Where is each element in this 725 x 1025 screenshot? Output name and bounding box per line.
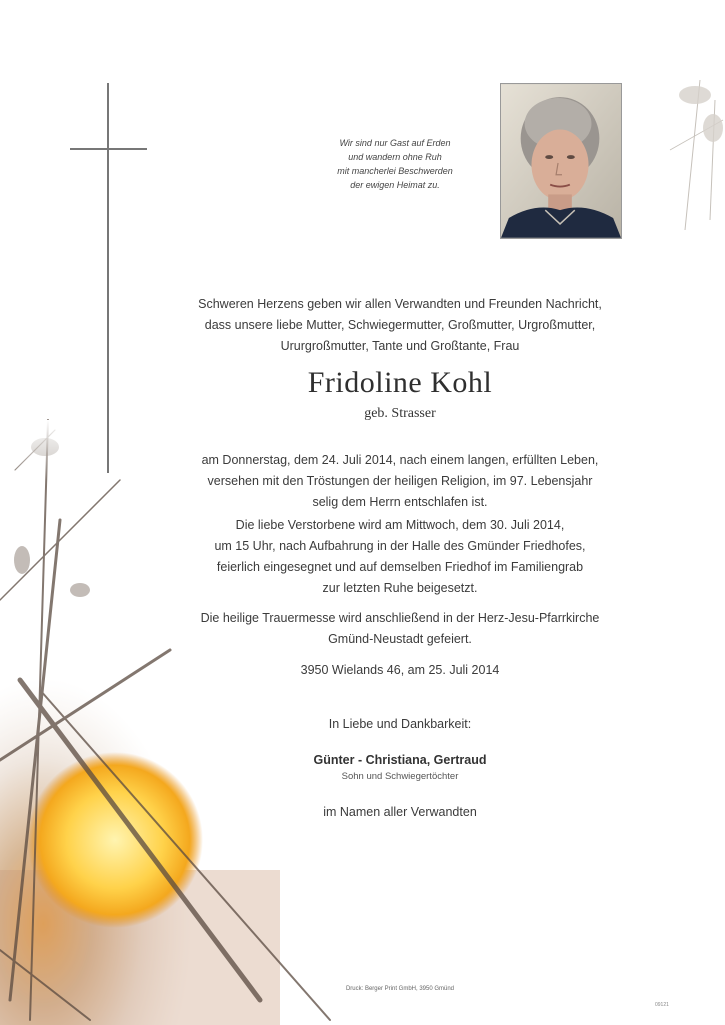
printer-credit: Druck: Berger Print GmbH, 3950 Gmünd xyxy=(345,986,455,992)
family-line-text: im Namen aller Verwandten xyxy=(323,805,477,819)
funeral-line: Die liebe Verstorbene wird am Mittwoch, dem 30. Juli 2014, xyxy=(235,518,565,532)
funeral-line: feierlich eingesegnet und auf demselben Friedhof im Familiengrab xyxy=(216,560,584,574)
poem-line: mit mancherlei Beschwerden xyxy=(337,166,453,176)
poem-line: und wandern ohne Ruh xyxy=(348,152,442,162)
poem-line: Wir sind nur Gast auf Erden xyxy=(339,138,451,148)
cross-icon-vertical xyxy=(107,83,109,473)
intro-line: Ururgroßmutter, Tante und Großtante, Frau xyxy=(280,339,520,353)
death-line: selig dem Herrn entschlafen ist. xyxy=(312,495,488,509)
family-line xyxy=(150,802,650,823)
closing-text xyxy=(150,714,650,735)
place-date-line: 3950 Wielands 46, am 25. Juli 2014 xyxy=(300,663,500,677)
memorial-poem xyxy=(300,136,490,192)
mass-line: Die heilige Trauermesse wird anschließend in der Herz-Jesu-Pfarrkirche xyxy=(200,611,600,625)
intro-text xyxy=(150,294,650,357)
place-date xyxy=(150,660,650,681)
portrait-image xyxy=(501,84,621,238)
mass-line: Gmünd-Neustadt gefeiert. xyxy=(328,632,472,646)
intro-line: Schweren Herzens geben wir allen Verwandten und Freunden Nachricht, xyxy=(198,297,602,311)
funeral-details xyxy=(150,515,650,599)
top-right-grass-artwork xyxy=(665,60,725,240)
funeral-line: um 15 Uhr, nach Aufbahrung in der Halle des Gmünder Friedhofes, xyxy=(214,539,586,553)
death-notice xyxy=(150,450,650,513)
maiden-name: geb. Strasser xyxy=(364,406,436,421)
cross-icon-horizontal xyxy=(70,148,147,150)
portrait-photo xyxy=(500,83,622,239)
funeral-line: zur letzten Ruhe beigesetzt. xyxy=(322,581,478,595)
closing-line: In Liebe und Dankbarkeit: xyxy=(328,717,472,731)
deceased-name: Fridoline Kohl xyxy=(307,366,493,399)
mourner-names: Günter - Christiana, Gertraud xyxy=(313,753,487,767)
death-line: am Donnerstag, dem 24. Juli 2014, nach einem langen, erfüllten Leben, xyxy=(201,453,599,467)
mourner-relation: Sohn und Schwiegertöchter xyxy=(341,771,459,782)
mass-details xyxy=(150,608,650,650)
print-code: 09121 xyxy=(655,1002,669,1008)
death-line: versehen mit den Tröstungen der heiligen Religion, im 97. Lebensjahr xyxy=(207,474,593,488)
intro-line: dass unsere liebe Mutter, Schwiegermutter, Großmutter, Urgroßmutter, xyxy=(204,318,596,332)
poem-line: der ewigen Heimat zu. xyxy=(350,180,440,190)
